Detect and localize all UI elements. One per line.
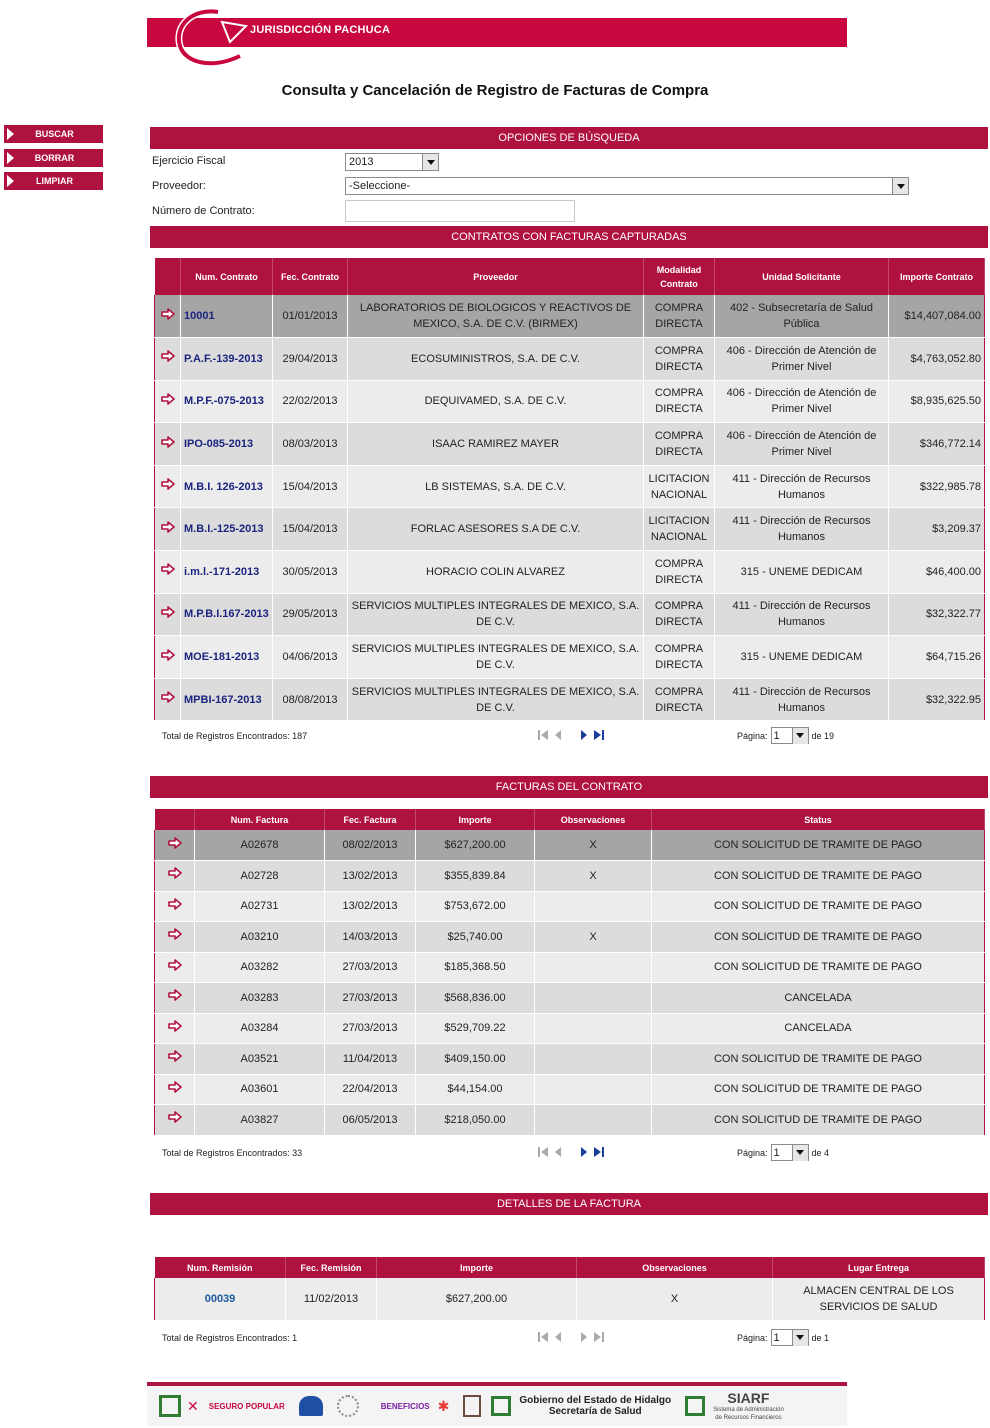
contract-link[interactable]: MOE-181-2013 bbox=[181, 636, 273, 679]
contract-link[interactable]: M.B.I. 126-2013 bbox=[181, 465, 273, 508]
cell: HORACIO COLIN ALVAREZ bbox=[348, 551, 644, 594]
page-of: de 19 bbox=[811, 730, 835, 741]
cell: X bbox=[535, 922, 652, 953]
cell bbox=[535, 1013, 652, 1044]
details-header-row bbox=[155, 1257, 985, 1278]
prev-page-icon[interactable] bbox=[553, 1146, 563, 1158]
cell: CON SOLICITUD DE TRAMITE DE PAGO bbox=[652, 891, 985, 922]
cell: 27/03/2013 bbox=[325, 952, 416, 983]
header-cell: Importe bbox=[416, 809, 535, 830]
cell: 30/05/2013 bbox=[273, 551, 348, 594]
cell: COMPRA DIRECTA bbox=[644, 338, 715, 381]
header-cell: Fec. Factura bbox=[325, 809, 416, 830]
row-arrow-icon[interactable] bbox=[161, 350, 175, 362]
invoices-title: FACTURAS DEL CONTRATO bbox=[495, 781, 643, 793]
row-arrow-icon[interactable] bbox=[161, 606, 175, 618]
select-cell[interactable] bbox=[155, 1044, 195, 1075]
contract-link[interactable]: i.m.l.-171-2013 bbox=[181, 551, 273, 594]
proveedor-select[interactable] bbox=[345, 177, 909, 195]
table-row[interactable] bbox=[155, 922, 985, 953]
details-table bbox=[154, 1257, 985, 1321]
select-cell[interactable] bbox=[155, 891, 195, 922]
cell: 04/06/2013 bbox=[273, 636, 348, 679]
select-cell[interactable] bbox=[155, 1105, 195, 1136]
cell: $529,709.22 bbox=[416, 1013, 535, 1044]
search-options-title: OPCIONES DE BÚSQUEDA bbox=[498, 132, 640, 144]
chevron-down-icon[interactable] bbox=[422, 154, 438, 170]
next-page-icon[interactable] bbox=[579, 729, 589, 741]
row-arrow-icon[interactable] bbox=[161, 478, 175, 490]
header-cell: Importe bbox=[377, 1257, 577, 1278]
chevron-down-icon[interactable] bbox=[792, 728, 808, 744]
gobierno-line2: Secretaría de Salud bbox=[548, 1406, 642, 1417]
cell: $32,322.95 bbox=[889, 678, 985, 721]
cell: COMPRA DIRECTA bbox=[644, 295, 715, 338]
cell: $44,154.00 bbox=[416, 1074, 535, 1105]
header-cell bbox=[155, 258, 181, 295]
cell: SERVICIOS MULTIPLES INTEGRALES DE MEXICO, S.A. DE C.V. bbox=[348, 678, 644, 721]
select-cell[interactable] bbox=[155, 508, 181, 551]
select-cell[interactable] bbox=[155, 338, 181, 381]
row-arrow-icon[interactable] bbox=[161, 649, 175, 661]
contracts-header-row bbox=[155, 258, 985, 295]
cell: A02728 bbox=[195, 861, 325, 892]
cell: CANCELADA bbox=[652, 983, 985, 1014]
cell: A02731 bbox=[195, 891, 325, 922]
cell: 08/08/2013 bbox=[273, 678, 348, 721]
details-bar bbox=[150, 1193, 988, 1215]
invoices-header-row bbox=[155, 809, 985, 830]
table-row[interactable] bbox=[155, 1278, 985, 1320]
cell: 15/04/2013 bbox=[273, 508, 348, 551]
cell: ISAAC RAMIREZ MAYER bbox=[348, 423, 644, 466]
row-arrow-icon[interactable] bbox=[161, 308, 175, 320]
cell: LICITACION NACIONAL bbox=[644, 465, 715, 508]
cell: 14/03/2013 bbox=[325, 922, 416, 953]
cell: ALMACEN CENTRAL DE LOS SERVICIOS DE SALUD bbox=[773, 1278, 985, 1320]
cell: CON SOLICITUD DE TRAMITE DE PAGO bbox=[652, 1044, 985, 1075]
select-cell[interactable] bbox=[155, 1013, 195, 1044]
cell: X bbox=[535, 861, 652, 892]
health-figure-icon: ✕ bbox=[187, 1397, 199, 1414]
cell: $355,839.84 bbox=[416, 861, 535, 892]
siarf-title: SIARF bbox=[727, 1389, 770, 1406]
contract-link[interactable]: M.P.F.-075-2013 bbox=[181, 380, 273, 423]
contract-link[interactable]: MPBI-167-2013 bbox=[181, 678, 273, 721]
select-cell[interactable] bbox=[155, 380, 181, 423]
cell: 29/05/2013 bbox=[273, 593, 348, 636]
table-row[interactable] bbox=[155, 593, 985, 636]
cell: 411 - Dirección de Recursos Humanos bbox=[715, 508, 889, 551]
cell: COMPRA DIRECTA bbox=[644, 380, 715, 423]
table-row[interactable] bbox=[155, 891, 985, 922]
chevron-down-icon[interactable] bbox=[792, 1330, 808, 1346]
hidalgo-emblem-icon bbox=[685, 1396, 705, 1416]
cell: $32,322.77 bbox=[889, 593, 985, 636]
first-page-icon[interactable] bbox=[537, 1146, 549, 1158]
header-cell: Unidad Solicitante bbox=[715, 258, 889, 295]
invoices-page-selector bbox=[737, 1144, 829, 1161]
cell bbox=[535, 983, 652, 1014]
cell: 406 - Dirección de Atención de Primer Nivel bbox=[715, 338, 889, 381]
page-label: Página: bbox=[737, 730, 768, 741]
table-row[interactable] bbox=[155, 830, 985, 861]
details-total: Total de Registros Encontrados: 1 bbox=[162, 1333, 298, 1343]
page-select[interactable] bbox=[771, 1329, 809, 1346]
seal-logo-icon bbox=[337, 1395, 359, 1417]
page-title: Consulta y Cancelación de Registro de Facturas de Compra bbox=[281, 82, 709, 99]
cell: CON SOLICITUD DE TRAMITE DE PAGO bbox=[652, 922, 985, 953]
star-logo-icon: ✱ bbox=[437, 1397, 450, 1414]
cell: 27/03/2013 bbox=[325, 1013, 416, 1044]
agency-logo-icon bbox=[299, 1396, 323, 1416]
cell: 22/04/2013 bbox=[325, 1074, 416, 1105]
select-cell[interactable] bbox=[155, 593, 181, 636]
cell: SERVICIOS MULTIPLES INTEGRALES DE MEXICO, S.A. DE C.V. bbox=[348, 593, 644, 636]
contrato-input[interactable] bbox=[345, 200, 575, 222]
limpiar-label: LIMPIAR bbox=[36, 176, 73, 186]
cell: CON SOLICITUD DE TRAMITE DE PAGO bbox=[652, 861, 985, 892]
cell: 411 - Dirección de Recursos Humanos bbox=[715, 465, 889, 508]
seguro-popular-logo: SEGURO POPULAR bbox=[208, 1401, 285, 1411]
row-arrow-icon[interactable] bbox=[168, 1050, 182, 1062]
cell: A03601 bbox=[195, 1074, 325, 1105]
details-title: DETALLES DE LA FACTURA bbox=[496, 1198, 642, 1210]
invoices-table bbox=[154, 809, 985, 1136]
header-cell: Num. Contrato bbox=[181, 258, 273, 295]
cell: A03827 bbox=[195, 1105, 325, 1136]
select-cell[interactable] bbox=[155, 295, 181, 338]
row-arrow-icon[interactable] bbox=[168, 928, 182, 940]
hidalgo-emblem-icon bbox=[491, 1396, 511, 1416]
next-page-icon[interactable] bbox=[579, 1331, 589, 1343]
select-cell[interactable] bbox=[155, 922, 195, 953]
table-row[interactable] bbox=[155, 508, 985, 551]
cell: 11/02/2013 bbox=[286, 1278, 377, 1320]
select-cell[interactable] bbox=[155, 551, 181, 594]
cell: 13/02/2013 bbox=[325, 891, 416, 922]
cell: A03284 bbox=[195, 1013, 325, 1044]
cell: X bbox=[535, 830, 652, 861]
cell: LB SISTEMAS, S.A. DE C.V. bbox=[348, 465, 644, 508]
page-of: de 1 bbox=[811, 1332, 830, 1343]
cell: $627,200.00 bbox=[377, 1278, 577, 1320]
cell: $322,985.78 bbox=[889, 465, 985, 508]
prev-page-icon[interactable] bbox=[553, 729, 563, 741]
select-cell[interactable] bbox=[155, 952, 195, 983]
cell: COMPRA DIRECTA bbox=[644, 423, 715, 466]
header-cell: Modalidad Contrato bbox=[644, 258, 715, 295]
contracts-bar bbox=[150, 226, 988, 248]
cell: $627,200.00 bbox=[416, 830, 535, 861]
details-page-selector bbox=[737, 1329, 829, 1346]
cell: 13/02/2013 bbox=[325, 861, 416, 892]
gobierno-hidalgo-text bbox=[519, 1395, 671, 1417]
table-row[interactable] bbox=[155, 983, 985, 1014]
row-arrow-icon[interactable] bbox=[161, 563, 175, 575]
contracts-title: CONTRATOS CON FACTURAS CAPTURADAS bbox=[451, 231, 687, 243]
cell: 315 - UNEME DEDICAM bbox=[715, 636, 889, 679]
invoices-pager-nav bbox=[537, 1146, 605, 1158]
cell: $25,740.00 bbox=[416, 922, 535, 953]
play-icon bbox=[7, 175, 14, 187]
cell: 08/02/2013 bbox=[325, 830, 416, 861]
page-label: Página: bbox=[737, 1147, 768, 1158]
table-row[interactable] bbox=[155, 1074, 985, 1105]
cell: A03282 bbox=[195, 952, 325, 983]
cell: $409,150.00 bbox=[416, 1044, 535, 1075]
last-page-icon[interactable] bbox=[593, 729, 605, 741]
header-cell: Fec. Contrato bbox=[273, 258, 348, 295]
header-cell: Num. Factura bbox=[195, 809, 325, 830]
header-cell: Num. Remisión bbox=[155, 1257, 286, 1278]
chevron-down-icon[interactable] bbox=[892, 178, 908, 194]
cell: 22/02/2013 bbox=[273, 380, 348, 423]
cell: $568,836.00 bbox=[416, 983, 535, 1014]
cell: COMPRA DIRECTA bbox=[644, 593, 715, 636]
cell: 402 - Subsecretaría de Salud Pública bbox=[715, 295, 889, 338]
header-cell: Observaciones bbox=[535, 809, 652, 830]
cell: 406 - Dirección de Atención de Primer Nivel bbox=[715, 380, 889, 423]
cell: 08/03/2013 bbox=[273, 423, 348, 466]
search-options-bar bbox=[150, 127, 988, 149]
cell: $8,935,625.50 bbox=[889, 380, 985, 423]
select-cell[interactable] bbox=[155, 1074, 195, 1105]
cell: 29/04/2013 bbox=[273, 338, 348, 381]
cell: 27/03/2013 bbox=[325, 983, 416, 1014]
proveedor-value: -Seleccione- bbox=[349, 180, 411, 192]
cell: 01/01/2013 bbox=[273, 295, 348, 338]
cell: $14,407,084.00 bbox=[889, 295, 985, 338]
row-arrow-icon[interactable] bbox=[168, 1081, 182, 1093]
table-row[interactable] bbox=[155, 380, 985, 423]
cell: 15/04/2013 bbox=[273, 465, 348, 508]
contract-link[interactable]: P.A.F.-139-2013 bbox=[181, 338, 273, 381]
cell: 411 - Dirección de Recursos Humanos bbox=[715, 678, 889, 721]
jurisdiccion-logo-icon bbox=[170, 4, 250, 74]
select-cell[interactable] bbox=[155, 861, 195, 892]
row-arrow-icon[interactable] bbox=[168, 867, 182, 879]
cell: COMPRA DIRECTA bbox=[644, 551, 715, 594]
row-arrow-icon[interactable] bbox=[168, 989, 182, 1001]
page-value: 1 bbox=[773, 729, 780, 742]
table-row[interactable] bbox=[155, 465, 985, 508]
cell: A03521 bbox=[195, 1044, 325, 1075]
cell: DEQUIVAMED, S.A. DE C.V. bbox=[348, 380, 644, 423]
gobierno-line1: Gobierno del Estado de Hidalgo bbox=[519, 1395, 672, 1406]
contract-link[interactable]: M.P.B.I.167-2013 bbox=[181, 593, 273, 636]
cell: $218,050.00 bbox=[416, 1105, 535, 1136]
cell bbox=[535, 1105, 652, 1136]
cell: $64,715.26 bbox=[889, 636, 985, 679]
remision-link[interactable]: 00039 bbox=[155, 1278, 286, 1320]
cell: COMPRA DIRECTA bbox=[644, 636, 715, 679]
cell bbox=[535, 952, 652, 983]
row-arrow-icon[interactable] bbox=[168, 1020, 182, 1032]
cell bbox=[535, 1044, 652, 1075]
header-cell: Importe Contrato bbox=[889, 258, 985, 295]
buscar-label: BUSCAR bbox=[35, 129, 74, 139]
contracts-total: Total de Registros Encontrados: 187 bbox=[162, 731, 308, 741]
header-cell: Status bbox=[652, 809, 985, 830]
select-cell[interactable] bbox=[155, 983, 195, 1014]
row-arrow-icon[interactable] bbox=[161, 436, 175, 448]
table-row[interactable] bbox=[155, 636, 985, 679]
page-label: Página: bbox=[737, 1332, 768, 1343]
contracts-table bbox=[154, 258, 985, 721]
table-row[interactable] bbox=[155, 678, 985, 721]
cell: CON SOLICITUD DE TRAMITE DE PAGO bbox=[652, 830, 985, 861]
coat-of-arms-icon bbox=[463, 1395, 481, 1417]
table-row[interactable] bbox=[155, 1105, 985, 1136]
siarf-sub1: Sistema de Administración bbox=[713, 1406, 784, 1413]
cell: 406 - Dirección de Atención de Primer Nivel bbox=[715, 423, 889, 466]
ejercicio-value: 2013 bbox=[349, 156, 374, 168]
row-arrow-icon[interactable] bbox=[161, 691, 175, 703]
invoices-total: Total de Registros Encontrados: 33 bbox=[162, 1148, 303, 1158]
cell: A03210 bbox=[195, 922, 325, 953]
invoices-bar bbox=[150, 776, 988, 798]
cell: $4,763,052.80 bbox=[889, 338, 985, 381]
cell: $346,772.14 bbox=[889, 423, 985, 466]
play-icon bbox=[7, 152, 14, 164]
borrar-button[interactable] bbox=[4, 149, 103, 167]
cell: A03283 bbox=[195, 983, 325, 1014]
next-page-icon[interactable] bbox=[579, 1146, 589, 1158]
details-pager-nav bbox=[537, 1331, 605, 1343]
cell: $46,400.00 bbox=[889, 551, 985, 594]
last-page-icon[interactable] bbox=[593, 1146, 605, 1158]
row-arrow-icon[interactable] bbox=[168, 837, 182, 849]
page-select[interactable] bbox=[771, 727, 809, 744]
table-row[interactable] bbox=[155, 295, 985, 338]
cell: FORLAC ASESORES S.A DE C.V. bbox=[348, 508, 644, 551]
table-row[interactable] bbox=[155, 1044, 985, 1075]
select-cell[interactable] bbox=[155, 678, 181, 721]
cell: CANCELADA bbox=[652, 1013, 985, 1044]
page-value: 1 bbox=[773, 1331, 780, 1344]
cell bbox=[535, 891, 652, 922]
limpiar-button[interactable] bbox=[4, 172, 103, 190]
play-icon bbox=[7, 128, 14, 140]
buscar-button[interactable] bbox=[4, 125, 103, 143]
siarf-logo bbox=[713, 1391, 784, 1422]
header-cell: Lugar Entrega bbox=[773, 1257, 985, 1278]
cell: ECOSUMINISTROS, S.A. DE C.V. bbox=[348, 338, 644, 381]
cell: 315 - UNEME DEDICAM bbox=[715, 551, 889, 594]
row-arrow-icon[interactable] bbox=[161, 393, 175, 405]
cell: SERVICIOS MULTIPLES INTEGRALES DE MEXICO, S.A. DE C.V. bbox=[348, 636, 644, 679]
page-value: 1 bbox=[773, 1146, 780, 1159]
first-page-icon[interactable] bbox=[537, 729, 549, 741]
table-row[interactable] bbox=[155, 551, 985, 594]
cell: LABORATORIOS DE BIOLOGICOS Y REACTIVOS DE MEXICO, S.A. DE C.V. (BIRMEX) bbox=[348, 295, 644, 338]
contrato-label: Número de Contrato: bbox=[152, 205, 255, 217]
cell: A02678 bbox=[195, 830, 325, 861]
select-cell[interactable] bbox=[155, 830, 195, 861]
contracts-pager-nav bbox=[537, 729, 605, 741]
cell: LICITACION NACIONAL bbox=[644, 508, 715, 551]
contract-link[interactable]: 10001 bbox=[181, 295, 273, 338]
header-cell: Fec. Remisión bbox=[286, 1257, 377, 1278]
prev-page-icon[interactable] bbox=[553, 1331, 563, 1343]
last-page-icon[interactable] bbox=[593, 1331, 605, 1343]
ejercicio-select[interactable] bbox=[345, 153, 439, 171]
row-arrow-icon[interactable] bbox=[168, 1111, 182, 1123]
contracts-page-selector bbox=[737, 727, 834, 744]
first-page-icon[interactable] bbox=[537, 1331, 549, 1343]
row-arrow-icon[interactable] bbox=[168, 898, 182, 910]
header-cell: Proveedor bbox=[348, 258, 644, 295]
cell: 06/05/2013 bbox=[325, 1105, 416, 1136]
table-row[interactable] bbox=[155, 1013, 985, 1044]
cell: CON SOLICITUD DE TRAMITE DE PAGO bbox=[652, 1074, 985, 1105]
header-cell: Observaciones bbox=[577, 1257, 773, 1278]
table-row[interactable] bbox=[155, 338, 985, 381]
header-title: JURISDICCIÓN PACHUCA bbox=[250, 24, 391, 36]
cell: 11/04/2013 bbox=[325, 1044, 416, 1075]
chevron-down-icon[interactable] bbox=[792, 1145, 808, 1161]
page-of: de 4 bbox=[811, 1147, 830, 1158]
cell: CON SOLICITUD DE TRAMITE DE PAGO bbox=[652, 952, 985, 983]
proveedor-label: Proveedor: bbox=[152, 180, 206, 192]
page-select[interactable] bbox=[771, 1144, 809, 1161]
row-arrow-icon[interactable] bbox=[161, 521, 175, 533]
table-row[interactable] bbox=[155, 423, 985, 466]
cell: X bbox=[577, 1278, 773, 1320]
cell: $753,672.00 bbox=[416, 891, 535, 922]
hidalgo-emblem-icon bbox=[159, 1395, 181, 1417]
row-arrow-icon[interactable] bbox=[168, 959, 182, 971]
select-cell[interactable] bbox=[155, 465, 181, 508]
select-cell[interactable] bbox=[155, 636, 181, 679]
table-row[interactable] bbox=[155, 861, 985, 892]
cell: COMPRA DIRECTA bbox=[644, 678, 715, 721]
ejercicio-label: Ejercicio Fiscal bbox=[152, 155, 226, 167]
select-cell[interactable] bbox=[155, 423, 181, 466]
header-cell bbox=[155, 809, 195, 830]
cell bbox=[535, 1074, 652, 1105]
contract-link[interactable]: IPO-085-2013 bbox=[181, 423, 273, 466]
contract-link[interactable]: M.B.I.-125-2013 bbox=[181, 508, 273, 551]
footer-logos bbox=[147, 1386, 847, 1426]
cell: 411 - Dirección de Recursos Humanos bbox=[715, 593, 889, 636]
borrar-label: BORRAR bbox=[34, 153, 75, 163]
cell: CON SOLICITUD DE TRAMITE DE PAGO bbox=[652, 1105, 985, 1136]
cell: $3,209.37 bbox=[889, 508, 985, 551]
table-row[interactable] bbox=[155, 952, 985, 983]
siarf-sub2: de Recursos Financieros bbox=[715, 1414, 782, 1421]
beneficios-logo: BENEFICIOS bbox=[380, 1401, 430, 1411]
cell: $185,368.50 bbox=[416, 952, 535, 983]
